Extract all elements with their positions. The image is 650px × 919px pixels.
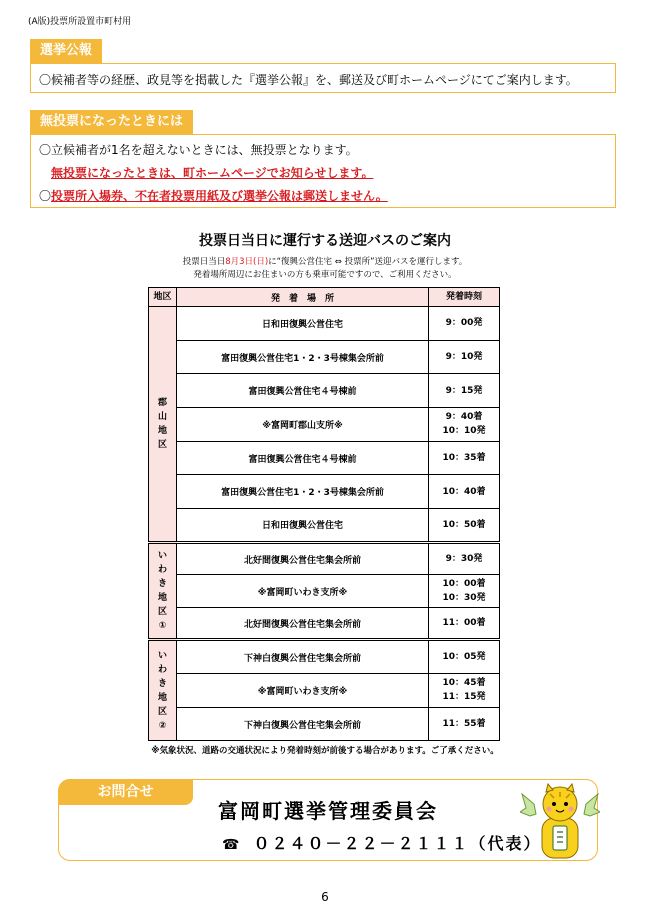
table-row <box>149 575 500 608</box>
time-cell: 10：40着 <box>429 475 500 509</box>
time-arrive: 9：40着 <box>445 412 483 423</box>
area-iwaki-2: い わ き 地 区 ② <box>149 640 177 741</box>
time-depart: 10：10発 <box>442 426 486 437</box>
table-row <box>149 640 500 674</box>
time-depart: 11：15発 <box>442 692 486 703</box>
table-row <box>149 441 500 475</box>
time-cell: 10：05発 <box>429 640 500 674</box>
area-koriyama: 郡 山 地 区 <box>149 307 177 543</box>
bus-intro-suffix: に“復興公営住宅 ⇔ 投票所”送迎バスを運行します。 <box>268 257 468 267</box>
group-iwaki-1 <box>149 542 500 640</box>
place-cell: ※富岡町いわき支所※ <box>177 575 429 608</box>
bus-intro-line2: 発着場所周辺にお住まいの方も乗車可能ですので、ご利用ください。 <box>193 270 457 280</box>
header-time: 発着時刻 <box>429 288 500 307</box>
bus-schedule-table <box>148 287 500 741</box>
table-row <box>149 408 500 442</box>
mutohyo-line-2: 無投票になったときは、町ホームページでお知らせします。 <box>51 166 374 180</box>
time-cell: 11：00着 <box>429 607 500 640</box>
place-cell: 下神白復興公営住宅集会所前 <box>177 707 429 741</box>
place-cell: ※富岡町郡山支所※ <box>177 408 429 442</box>
page-number: 6 <box>321 890 329 904</box>
table-row <box>149 707 500 741</box>
bus-intro-prefix: 投票日当日 <box>182 257 226 267</box>
place-cell: 日和田復興公営住宅 <box>177 509 429 543</box>
koho-section-tag: 選挙公報 <box>30 39 102 63</box>
time-arrive: 10：00着 <box>442 579 486 590</box>
mutohyo-section-tag: 無投票になったときには <box>30 110 193 134</box>
time-arrive: 10：45着 <box>442 678 486 689</box>
table-row <box>149 607 500 640</box>
time-cell: 9：30発 <box>429 542 500 575</box>
bus-title: 投票日当日に運行する送迎バスのご案内 <box>199 233 451 249</box>
koho-section-box <box>30 63 616 93</box>
time-cell <box>429 674 500 708</box>
bus-intro <box>0 256 650 282</box>
mutohyo-line-3: 投票所入場券、不在者投票用紙及び選挙公報は郵送しません。 <box>51 189 388 203</box>
group-iwaki-2 <box>149 640 500 741</box>
mutohyo-line-3-marker: 〇 <box>39 189 52 203</box>
mutohyo-line-1: 〇立候補者が1名を超えないときには、無投票となります。 <box>39 143 358 157</box>
place-cell: 富田復興公営住宅1・2・3号棟集会所前 <box>177 475 429 509</box>
header-place: 発 着 場 所 <box>177 288 429 307</box>
place-cell: 日和田復興公営住宅 <box>177 307 429 341</box>
version-note: (A版)投票所設置市町村用 <box>28 17 132 27</box>
place-cell: ※富岡町いわき支所※ <box>177 674 429 708</box>
table-row <box>149 542 500 575</box>
table-row <box>149 374 500 408</box>
table-row <box>149 340 500 374</box>
time-cell: 10：50着 <box>429 509 500 543</box>
time-depart: 10：30発 <box>442 593 486 604</box>
time-cell <box>429 575 500 608</box>
telephone-icon: ☎ <box>222 837 242 853</box>
table-row <box>149 674 500 708</box>
place-cell: 北好間復興公営住宅集会所前 <box>177 542 429 575</box>
header-area: 地区 <box>149 288 177 307</box>
bus-footnote: ※気象状況、道路の交通状況により発着時刻が前後する場合があります。ご了承ください。 <box>151 746 499 756</box>
place-cell: 富田復興公営住宅４号棟前 <box>177 374 429 408</box>
place-cell: 北好間復興公営住宅集会所前 <box>177 607 429 640</box>
contact-tag: お問合せ <box>58 779 193 805</box>
place-cell: 下神白復興公営住宅集会所前 <box>177 640 429 674</box>
mutohyo-section-box <box>30 134 616 208</box>
time-cell: 9：15発 <box>429 374 500 408</box>
phone-line <box>222 831 541 854</box>
group-koriyama <box>149 307 500 543</box>
koho-text: 〇候補者等の経歴、政見等を掲載した『選挙公報』を、郵送及び町ホームページにてご案内します。 <box>39 73 578 87</box>
table-row <box>149 307 500 341</box>
table-row <box>149 475 500 509</box>
time-cell <box>429 408 500 442</box>
table-row <box>149 509 500 543</box>
org-name: 富岡町選挙管理委員会 <box>218 799 438 823</box>
time-cell: 10：35着 <box>429 441 500 475</box>
phone-number: ０２４０－２２－２１１１（代表） <box>253 834 542 853</box>
time-cell: 9：10発 <box>429 340 500 374</box>
place-cell: 富田復興公営住宅1・2・3号棟集会所前 <box>177 340 429 374</box>
time-cell: 9：00発 <box>429 307 500 341</box>
time-cell: 11：55着 <box>429 707 500 741</box>
bus-intro-date: 8月3日(日) <box>225 257 269 267</box>
place-cell: 富田復興公営住宅４号棟前 <box>177 441 429 475</box>
mascot-icon <box>520 782 600 862</box>
area-iwaki-1: い わ き 地 区 ① <box>149 542 177 640</box>
